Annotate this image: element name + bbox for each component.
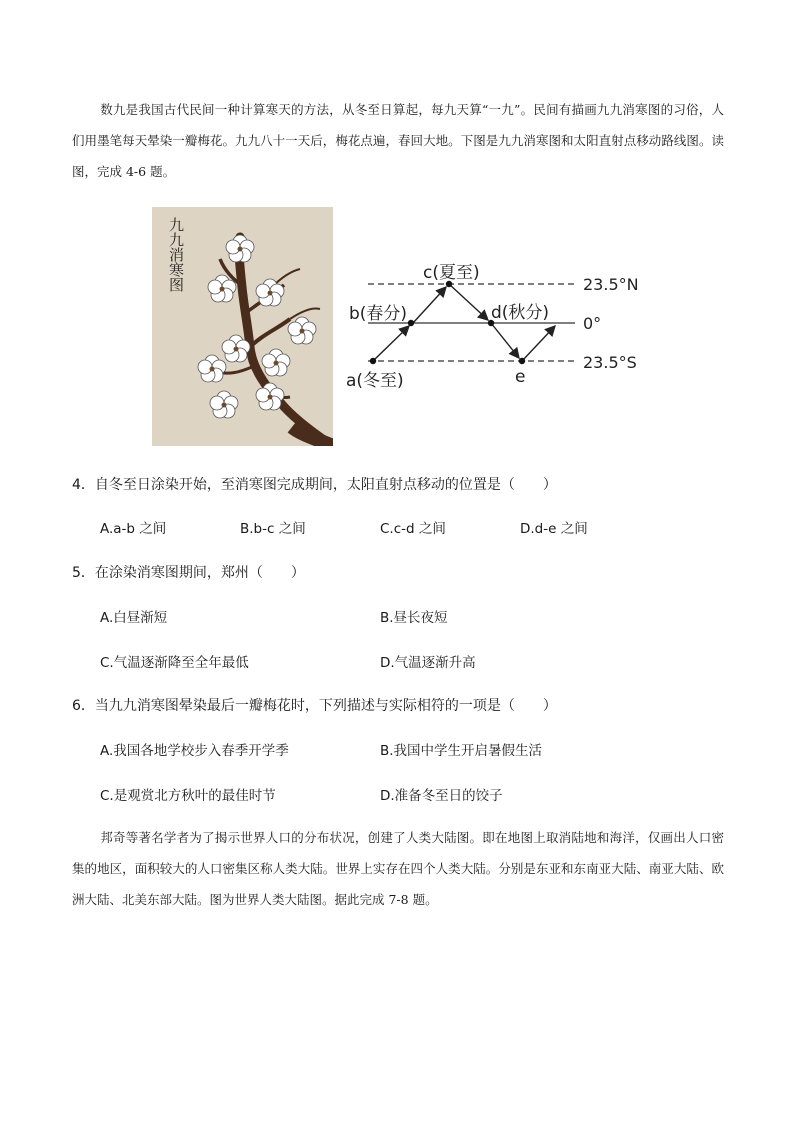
- poster-title: 九九消寒图: [167, 217, 185, 292]
- label-d: d(秋分): [491, 303, 550, 323]
- question-6-option-d[interactable]: D.准备冬至日的饺子: [380, 788, 503, 804]
- question-6-stem: 6．当九九消寒图晕染最后一瓣梅花时，下列描述与实际相符的一项是（ ）: [72, 698, 557, 714]
- point-e: [519, 358, 525, 364]
- label-lat-south: 23.5°S: [583, 353, 637, 372]
- point-a: [370, 358, 376, 364]
- subsolar-path-diagram: [343, 262, 643, 392]
- question-5-option-d[interactable]: D.气温逐渐升高: [380, 655, 476, 671]
- intro-paragraph-2: [72, 822, 724, 915]
- question-5-option-c[interactable]: C.气温逐渐降至全年最低: [100, 655, 249, 671]
- intro-paragraph-2-text: 邦奇等著名学者为了揭示世界人口的分布状况，创建了人类大陆图。即在地图上取消陆地和海洋，仅画出人口密集的地区，面积较大的人口密集区称人类大陆。世界上实存在四个人类大陆。分别是东亚和东南亚大陆、南亚大陆、欧洲大陆、北美东部大陆。图为世界人类大陆图。据此完成 7-8 题。: [72, 830, 724, 907]
- question-6-option-a[interactable]: A.我国各地学校步入春季开学季: [100, 743, 289, 759]
- label-lat-equator: 0°: [583, 314, 602, 333]
- question-5-option-a[interactable]: A.白昼渐短: [100, 610, 168, 626]
- question-4-option-b[interactable]: B.b-c 之间: [240, 521, 306, 537]
- question-4-option-c[interactable]: C.c-d 之间: [380, 521, 446, 537]
- intro-paragraph-1: [72, 94, 724, 187]
- plum-blossom-poster: [152, 207, 333, 446]
- label-e: e: [515, 367, 526, 387]
- question-4-stem: 4．自冬至日涂染开始，至消寒图完成期间，太阳直射点移动的位置是（ ）: [72, 477, 557, 493]
- plum-branch-illustration: [152, 207, 333, 446]
- question-5-option-b[interactable]: B.昼长夜短: [380, 610, 448, 626]
- question-4-option-a[interactable]: A.a-b 之间: [100, 521, 167, 537]
- question-5-stem: 5．在涂染消寒图期间，郑州（ ）: [72, 565, 305, 581]
- label-a: a(冬至): [346, 371, 404, 391]
- point-b: [408, 320, 414, 326]
- question-6-option-c[interactable]: C.是观赏北方秋叶的最佳时节: [100, 788, 276, 804]
- label-c: c(夏至): [423, 263, 480, 283]
- question-6-option-b[interactable]: B.我国中学生开启暑假生活: [380, 743, 543, 759]
- label-lat-north: 23.5°N: [583, 275, 639, 294]
- question-4-option-d[interactable]: D.d-e 之间: [520, 521, 588, 537]
- blossom-icon: [198, 235, 316, 418]
- intro-paragraph-1-text: 数九是我国古代民间一种计算寒天的方法，从冬至日算起，每九天算“一九”。民间有描画九九消寒图的习俗，人们用墨笔每天晕染一瓣梅花。九九八十一天后，梅花点遍，春回大地。下图是九九消寒图和太阳直射点移动路线图。读图，完成 4-6 题。: [72, 102, 724, 179]
- label-b: b(春分): [349, 304, 408, 324]
